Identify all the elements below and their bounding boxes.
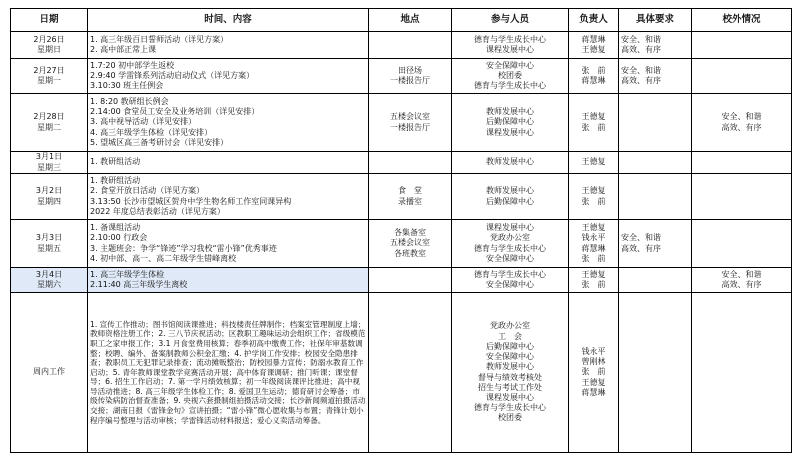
content-cell-line: 2.9:40 学雷锋系列活动启动仪式（详见方案） <box>90 70 255 80</box>
content-cell-line: 2. 食堂开放日活动（详见方案） <box>90 186 205 196</box>
table-row <box>11 94 792 152</box>
people-cell-line: 课程发展中心 <box>486 392 534 402</box>
place-cell <box>369 59 452 94</box>
date-label: 2月27日 <box>33 65 65 75</box>
date-cell <box>11 174 88 220</box>
lead-cell-line: 张 前 <box>581 367 606 377</box>
requirements-cell <box>619 220 692 268</box>
date-cell <box>11 152 88 174</box>
lead-cell <box>569 59 619 94</box>
content-cell-line: 1. 高三年级百日誓师活动（详见方案） <box>90 34 229 44</box>
table-row <box>11 268 792 293</box>
people-cell-line: 德育与学生成长中心 <box>474 34 546 44</box>
lead-cell-line: 钱永平 <box>581 233 606 243</box>
people-cell-line: 督导与绩效考核处 <box>478 372 542 382</box>
outside-cell <box>692 268 792 293</box>
content-cell-line: 3.13:50 长沙市望城区贺舟中学生物名师工作室同课异构 <box>90 196 292 206</box>
place-cell <box>369 268 452 293</box>
date-cell <box>11 268 88 293</box>
people-cell-line: 课程发展中心 <box>486 127 534 137</box>
weekday-label: 星期四 <box>37 196 61 206</box>
place-cell <box>369 220 452 268</box>
people-cell-line: 安全保障中心 <box>486 60 534 70</box>
content-cell <box>88 268 369 293</box>
table-row <box>11 293 792 453</box>
people-cell-line: 安全保障中心 <box>486 352 534 362</box>
people-cell-line: 德育与学生成长中心 <box>474 269 546 279</box>
content-cell-line: 1.7:20 初中部学生返校 <box>90 60 175 70</box>
place-cell-line: 一楼报告厅 <box>390 122 430 132</box>
outside-cell <box>692 174 792 220</box>
date-cell <box>11 32 88 59</box>
place-cell <box>369 94 452 152</box>
header-date: 日期 <box>11 9 88 32</box>
content-cell-line: 1. 教研组活动 <box>90 157 141 167</box>
lead-cell-line: 王德复 <box>581 269 606 279</box>
date-cell <box>11 220 88 268</box>
content-cell-line: 4. 初中部、高一、高二年级学生错峰离校 <box>90 253 237 263</box>
place-cell-line: 五楼会议室 <box>390 238 430 248</box>
people-cell-line: 党政办公室 <box>490 233 530 243</box>
people-cell <box>452 268 569 293</box>
place-cell-line: 各集备室 <box>394 228 426 238</box>
place-cell-line: 田径场 <box>398 65 422 75</box>
content-cell-line: 3. 主题班会：争学“锋迹”学习我校“雷小锋”优秀事迹 <box>90 243 277 253</box>
outside-cell <box>692 32 792 59</box>
header-lead: 负责人 <box>569 9 619 32</box>
place-cell <box>369 152 452 174</box>
content-cell <box>88 152 369 174</box>
people-cell-line: 安全保障中心 <box>486 253 534 263</box>
date-label: 2月28日 <box>33 112 65 122</box>
outside-cell <box>692 152 792 174</box>
people-cell-line: 德育与学生成长中心 <box>474 403 546 413</box>
people-cell-line: 教师发展中心 <box>486 157 534 167</box>
outside-cell <box>692 293 792 453</box>
table-row <box>11 174 792 220</box>
place-cell-line: 五楼会议室 <box>390 112 430 122</box>
requirements-cell-line: 安全、和谐 <box>621 34 661 44</box>
content-cell-line: 3. 高中视导活动（详见安排） <box>90 117 197 127</box>
lead-cell-line: 张 前 <box>581 65 606 75</box>
people-cell <box>452 174 569 220</box>
outside-cell <box>692 59 792 94</box>
weekday-label: 星期日 <box>37 45 61 54</box>
people-cell-line: 教师发展中心 <box>486 186 534 196</box>
people-cell <box>452 220 569 268</box>
schedule-body <box>11 32 792 453</box>
lead-cell-line: 蒋慧琳 <box>581 34 606 44</box>
week-label-cell: 周内工作 <box>11 293 88 453</box>
people-cell-line: 校团委 <box>498 70 522 80</box>
people-cell-line: 课程发展中心 <box>486 223 534 233</box>
people-cell-line: 招生与考试工作处 <box>478 382 542 392</box>
requirements-cell <box>619 152 692 174</box>
people-cell-line: 教师发展中心 <box>486 362 534 372</box>
requirements-cell <box>619 94 692 152</box>
content-cell <box>88 59 369 94</box>
weekday-label: 星期二 <box>37 122 61 132</box>
outside-cell-line: 高效、有序 <box>721 280 762 289</box>
date-label: 3月4日 <box>35 269 63 279</box>
people-cell-line: 课程发展中心 <box>486 45 534 54</box>
lead-cell <box>569 174 619 220</box>
outside-cell-line: 安全、和谐 <box>721 112 762 122</box>
outside-cell <box>692 220 792 268</box>
content-cell-line: 1. 教研组活动 <box>90 176 141 186</box>
date-label: 2月26日 <box>33 34 65 44</box>
lead-cell-line: 蒋慧琳 <box>581 76 606 85</box>
requirements-cell-line: 高效、有序 <box>621 243 661 253</box>
table-row <box>11 220 792 268</box>
people-cell-line: 德育与学生成长中心 <box>474 81 546 91</box>
lead-cell <box>569 293 619 453</box>
lead-cell <box>569 32 619 59</box>
lead-cell-line: 蒋慧琳 <box>581 387 606 397</box>
lead-cell-line: 张 前 <box>581 122 606 132</box>
lead-cell-line: 王德复 <box>581 157 606 167</box>
header-outside: 校外情况 <box>692 9 792 32</box>
content-cell-line: 5. 望城区高三备考研讨会（详见安排） <box>90 137 229 147</box>
lead-cell-line: 王德复 <box>581 186 606 196</box>
weekday-label: 星期五 <box>37 243 61 253</box>
lead-cell-line: 张 前 <box>581 253 606 263</box>
people-cell <box>452 293 569 453</box>
place-cell-line: 各班教室 <box>394 248 426 258</box>
people-cell-line: 安全保障中心 <box>486 280 534 289</box>
people-cell-line: 教师发展中心 <box>486 107 534 117</box>
requirements-cell <box>619 268 692 293</box>
people-cell-line: 后勤保障中心 <box>486 117 534 127</box>
lead-cell-line: 曾刚林 <box>581 357 606 367</box>
lead-cell-line: 王德复 <box>581 377 606 387</box>
requirements-cell-line: 安全、和谐 <box>621 233 661 243</box>
outside-cell <box>692 94 792 152</box>
requirements-cell-line: 高效、有序 <box>621 45 661 54</box>
place-cell-line: 一楼报告厅 <box>390 76 430 85</box>
place-cell <box>369 174 452 220</box>
people-cell-line: 党政办公室 <box>490 321 530 331</box>
lead-cell-line: 张 前 <box>581 196 606 206</box>
content-cell-line: 2.10:00 行政会 <box>90 233 148 243</box>
date-label: 3月3日 <box>35 233 63 243</box>
content-cell-line: 2.14:00 食堂员工安全及业务培训（详见安排） <box>90 107 260 117</box>
requirements-cell <box>619 32 692 59</box>
date-label: 3月1日 <box>35 152 63 162</box>
requirements-cell-line: 安全、和谐 <box>621 65 661 75</box>
place-cell <box>369 293 452 453</box>
header-row <box>11 9 792 32</box>
people-cell <box>452 94 569 152</box>
requirements-cell-line: 高效、有序 <box>621 76 661 85</box>
requirements-cell <box>619 293 692 453</box>
date-label: 3月2日 <box>35 186 63 196</box>
lead-cell-line: 张 前 <box>581 280 606 289</box>
weekday-label: 星期三 <box>37 162 61 172</box>
lead-cell-line: 王德复 <box>581 45 606 54</box>
people-cell-line: 后勤保障中心 <box>486 196 534 206</box>
outside-cell-line: 高效、有序 <box>721 122 762 132</box>
people-cell-line: 工 会 <box>498 331 522 341</box>
weekday-label: 星期六 <box>37 280 61 289</box>
table-row <box>11 152 792 174</box>
weekday-label: 星期一 <box>37 76 61 85</box>
requirements-cell <box>619 59 692 94</box>
content-cell-line: 2. 高中部正常上课 <box>90 45 157 54</box>
content-cell-line: 2022 年度总结表彰活动（详见方案） <box>90 206 225 216</box>
content-cell-line: 2.11:40 高三年级学生离校 <box>90 280 188 289</box>
content-cell <box>88 220 369 268</box>
content-cell-line: 1. 备课组活动 <box>90 223 141 233</box>
place-cell-line: 食 堂 <box>398 186 422 196</box>
content-cell <box>88 174 369 220</box>
people-cell-line: 后勤保障中心 <box>486 341 534 351</box>
people-cell-line: 校团委 <box>498 413 522 423</box>
date-cell <box>11 94 88 152</box>
people-cell <box>452 32 569 59</box>
lead-cell <box>569 268 619 293</box>
table-row <box>11 32 792 59</box>
lead-cell-line: 钱永平 <box>581 346 606 356</box>
lead-cell <box>569 152 619 174</box>
place-cell <box>369 32 452 59</box>
table-row <box>11 59 792 94</box>
content-cell-line: 4. 高三年级学生体检（详见安排） <box>90 127 213 137</box>
header-place: 地点 <box>369 9 452 32</box>
place-cell-line: 录播室 <box>398 196 422 206</box>
header-requirements: 具体要求 <box>619 9 692 32</box>
week-content-cell: 1. 宣传工作推动；图书馆阅读课推进；科技楼责任牌制作；档案室管理制度上墙；教师资格注册工作；2. 三八节庆祝活动；区教职工趣味运动会组织工作；省级模范职工之家申报工作；3.1 月食堂费用核算；春季初高中缴费工作；社保年审基数调整；校聘、编外、备案制教师公积金汇缴；4. 护学岗工作安排；校园安全隐患排查；教职员工无犯罪记录排查；流动摊贩整治；防校园暴力宣传；防溺水教育工作启动；5. 青年教师课堂教学竞赛活动开展；高中体育课调研；推门听课；课堂督导；6. 招生工作启动；7. 第一学月绩效核算；初一年级阅读课评比推进；高中视导活动推进；8. 高三年级学生体检工作；8. 爱国卫生运动；德育研讨会筹备；市级传染病防治督查准备；9. 央视六套摄制组拍摄活动交接；长沙新闻频道拍摄活动交接；湖南日报《雷锋金句》宣讲拍摄；“雷小锋”微心愿收集与布置；青锋计划小程序编号整理与活动审核；学雷锋活动材料报送；爱心义卖活动筹备。 <box>88 293 369 453</box>
people-cell <box>452 152 569 174</box>
content-cell-line: 1. 8:20 教研组长例会 <box>90 96 169 106</box>
content-cell-line: 3.10:30 班主任例会 <box>90 81 164 91</box>
content-cell <box>88 32 369 59</box>
header-content: 时间、内容 <box>88 9 369 32</box>
content-cell <box>88 94 369 152</box>
outside-cell-line: 安全、和谐 <box>721 269 762 279</box>
people-cell-line: 德育与学生成长中心 <box>474 243 546 253</box>
content-cell-line: 1. 高三年级学生体检 <box>90 269 165 279</box>
people-cell <box>452 59 569 94</box>
requirements-cell <box>619 174 692 220</box>
lead-cell-line: 王德复 <box>581 112 606 122</box>
lead-cell-line: 王德复 <box>581 223 606 233</box>
lead-cell <box>569 94 619 152</box>
schedule-table <box>10 8 792 453</box>
lead-cell-line: 蒋慧琳 <box>581 243 606 253</box>
lead-cell <box>569 220 619 268</box>
date-cell <box>11 59 88 94</box>
header-people: 参与人员 <box>452 9 569 32</box>
